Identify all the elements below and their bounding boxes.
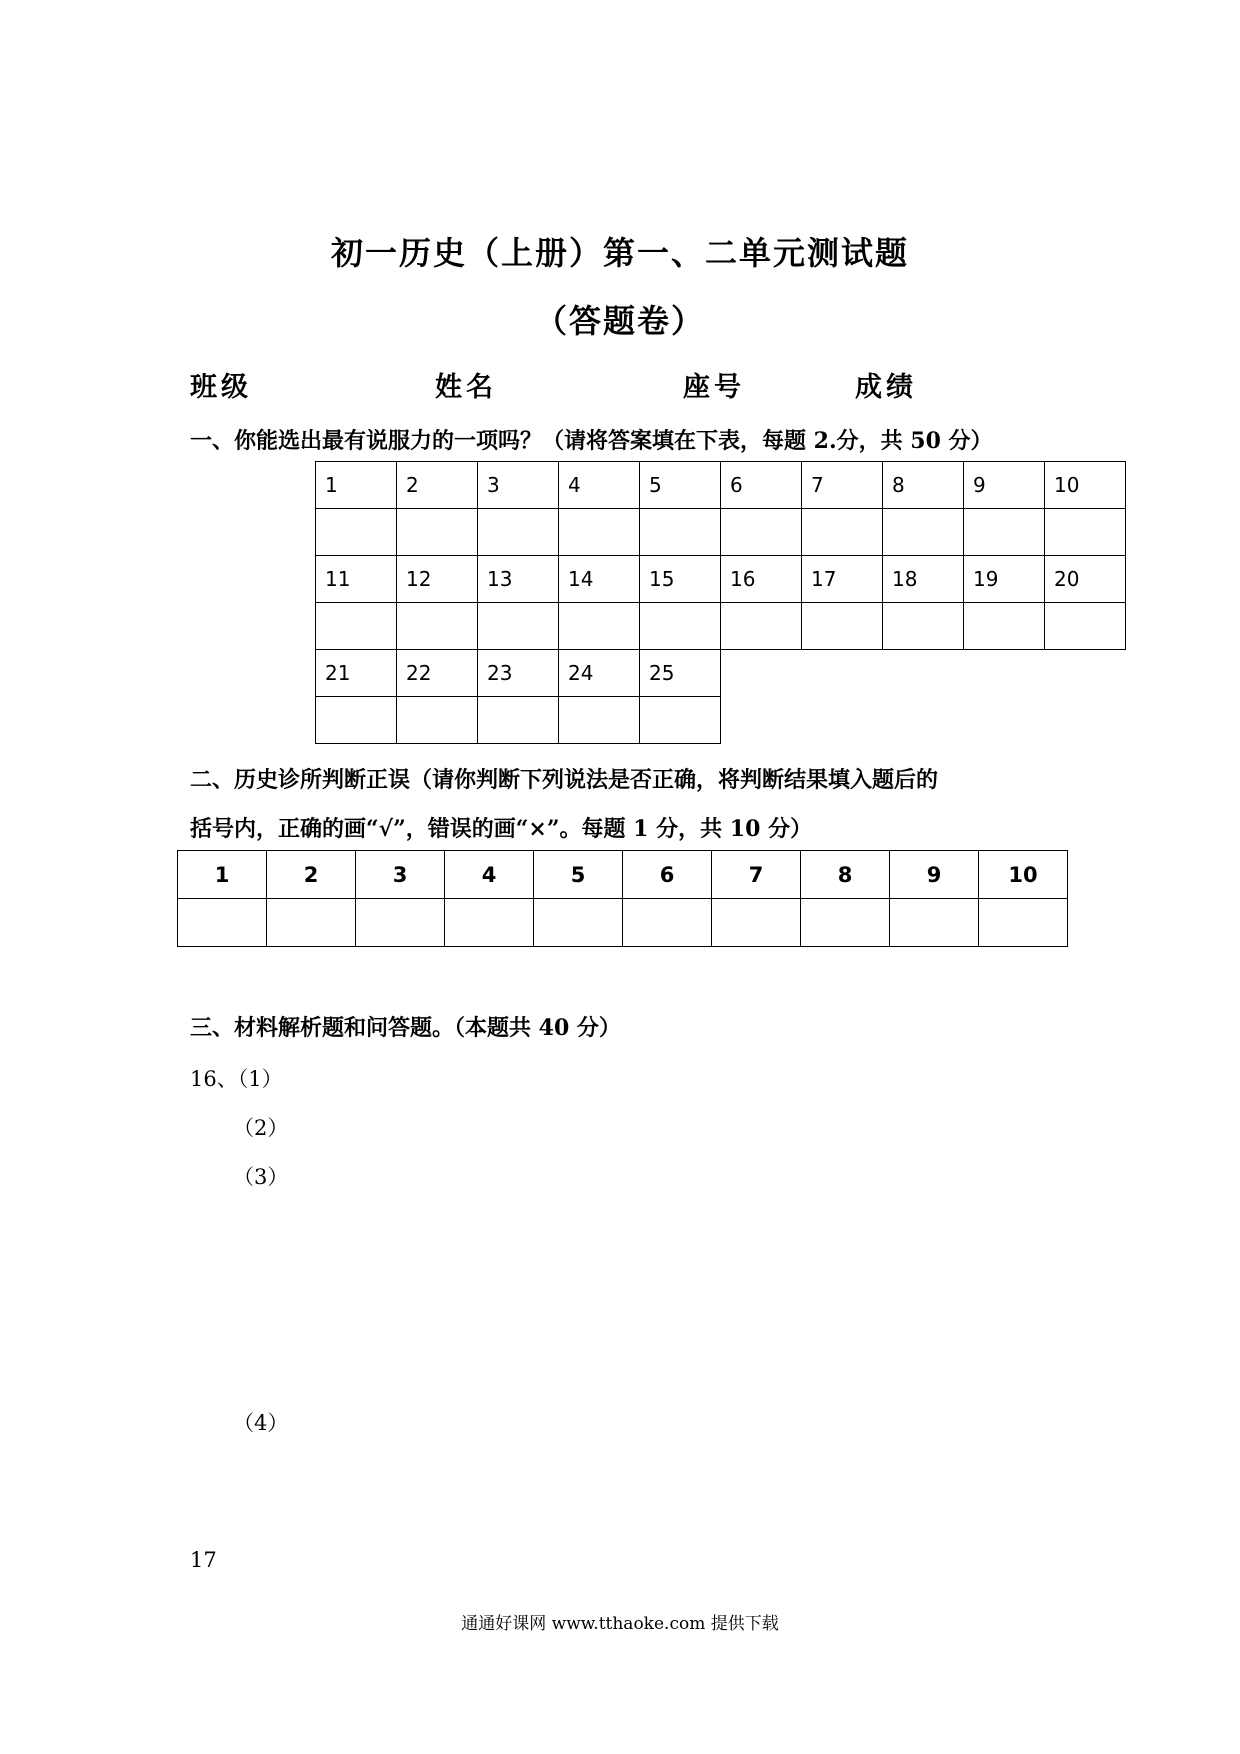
blank-space xyxy=(802,650,883,697)
mc-question-number: 2 xyxy=(397,462,478,509)
mc-question-number: 10 xyxy=(1045,462,1126,509)
mc-question-number: 20 xyxy=(1045,556,1126,603)
page-subtitle: （答题卷） xyxy=(534,302,705,340)
mc-answer-cell[interactable] xyxy=(559,697,640,744)
mc-answer-cell[interactable] xyxy=(397,603,478,650)
mc-answer-row xyxy=(316,603,1126,650)
tf-question-number: 9 xyxy=(890,851,979,899)
section1-heading: 一、你能选出最有说服力的一项吗？（请将答案填在下表，每题 2.分，共 50 分） xyxy=(190,428,993,454)
tf-answer-cell[interactable] xyxy=(534,899,623,947)
mc-answer-cell[interactable] xyxy=(883,603,964,650)
mc-question-number: 13 xyxy=(478,556,559,603)
mc-question-number: 9 xyxy=(964,462,1045,509)
mc-question-number: 4 xyxy=(559,462,640,509)
mc-question-number: 17 xyxy=(802,556,883,603)
mc-answer-cell[interactable] xyxy=(559,509,640,556)
page-title: 初一历史（上册）第一、二单元测试题 xyxy=(330,234,909,272)
tf-answer-row xyxy=(178,899,1068,947)
mc-question-number: 11 xyxy=(316,556,397,603)
question-16-part-2-label: （2） xyxy=(233,1116,289,1140)
mc-question-number: 19 xyxy=(964,556,1045,603)
mc-answer-cell[interactable] xyxy=(964,509,1045,556)
field-class-label: 班级 xyxy=(190,372,252,403)
blank-space xyxy=(883,697,964,744)
mc-question-number: 5 xyxy=(640,462,721,509)
mc-question-number: 14 xyxy=(559,556,640,603)
mc-question-number: 24 xyxy=(559,650,640,697)
tf-question-number: 10 xyxy=(979,851,1068,899)
tf-question-number: 1 xyxy=(178,851,267,899)
mc-answer-cell[interactable] xyxy=(640,697,721,744)
mc-answer-cell[interactable] xyxy=(964,603,1045,650)
tf-question-number: 6 xyxy=(623,851,712,899)
mc-answer-cell[interactable] xyxy=(883,509,964,556)
section2-heading-line1: 二、历史诊所判断正误（请你判断下列说法是否正确，将判断结果填入题后的 xyxy=(190,767,939,793)
mc-answer-cell[interactable] xyxy=(721,509,802,556)
mc-answer-cell[interactable] xyxy=(640,509,721,556)
tf-question-number: 5 xyxy=(534,851,623,899)
mc-question-number: 22 xyxy=(397,650,478,697)
mc-answer-cell[interactable] xyxy=(478,509,559,556)
mc-answer-row xyxy=(316,509,1126,556)
tf-answer-cell[interactable] xyxy=(801,899,890,947)
true-false-answer-table xyxy=(177,850,1068,947)
tf-answer-cell[interactable] xyxy=(623,899,712,947)
mc-answer-cell[interactable] xyxy=(559,603,640,650)
tf-question-number: 3 xyxy=(356,851,445,899)
blank-space xyxy=(964,650,1045,697)
mc-answer-cell[interactable] xyxy=(721,603,802,650)
tf-answer-cell[interactable] xyxy=(445,899,534,947)
section2-heading-line2: 括号内，正确的画“√”，错误的画“×”。每题 1 分，共 10 分） xyxy=(190,816,813,842)
mc-question-number: 15 xyxy=(640,556,721,603)
mc-answer-cell[interactable] xyxy=(802,509,883,556)
tf-question-number: 2 xyxy=(267,851,356,899)
tf-number-row xyxy=(178,851,1068,899)
tf-question-number: 8 xyxy=(801,851,890,899)
mc-question-number: 8 xyxy=(883,462,964,509)
tf-answer-cell[interactable] xyxy=(267,899,356,947)
mc-answer-cell[interactable] xyxy=(316,509,397,556)
mc-question-number: 21 xyxy=(316,650,397,697)
tf-question-number: 7 xyxy=(712,851,801,899)
blank-space xyxy=(964,697,1045,744)
mc-answer-cell[interactable] xyxy=(316,697,397,744)
mc-number-row xyxy=(316,556,1126,603)
field-seat-label: 座号 xyxy=(683,372,745,403)
tf-answer-cell[interactable] xyxy=(890,899,979,947)
blank-space xyxy=(883,650,964,697)
mc-answer-cell[interactable] xyxy=(640,603,721,650)
mc-question-number: 12 xyxy=(397,556,478,603)
footer-source-text: 通通好课网 www.tthaoke.com 提供下载 xyxy=(461,1614,779,1634)
field-score-label: 成绩 xyxy=(855,372,917,403)
section3-heading: 三、材料解析题和问答题。（本题共 40 分） xyxy=(190,1015,621,1041)
mc-answer-cell[interactable] xyxy=(397,509,478,556)
blank-space xyxy=(721,650,802,697)
mc-question-number: 3 xyxy=(478,462,559,509)
mc-answer-cell[interactable] xyxy=(802,603,883,650)
mc-answer-cell[interactable] xyxy=(478,697,559,744)
question-17-label: 17 xyxy=(190,1548,217,1572)
tf-question-number: 4 xyxy=(445,851,534,899)
mc-answer-cell[interactable] xyxy=(316,603,397,650)
mc-question-number: 23 xyxy=(478,650,559,697)
question-16-part-1-label: 16、（1） xyxy=(190,1067,283,1091)
tf-answer-cell[interactable] xyxy=(979,899,1068,947)
multiple-choice-answer-table xyxy=(315,461,1126,744)
question-16-part-4-label: （4） xyxy=(233,1411,289,1435)
mc-question-number: 7 xyxy=(802,462,883,509)
question-16-part-3-label: （3） xyxy=(233,1165,289,1189)
tf-answer-cell[interactable] xyxy=(356,899,445,947)
mc-question-number: 1 xyxy=(316,462,397,509)
mc-answer-cell[interactable] xyxy=(1045,603,1126,650)
mc-number-row xyxy=(316,462,1126,509)
mc-question-number: 16 xyxy=(721,556,802,603)
field-name-label: 姓名 xyxy=(435,372,497,403)
tf-answer-cell[interactable] xyxy=(712,899,801,947)
mc-answer-cell[interactable] xyxy=(1045,509,1126,556)
mc-question-number: 6 xyxy=(721,462,802,509)
mc-question-number: 25 xyxy=(640,650,721,697)
mc-answer-row xyxy=(316,697,1126,744)
mc-question-number: 18 xyxy=(883,556,964,603)
mc-answer-cell[interactable] xyxy=(478,603,559,650)
blank-space xyxy=(802,697,883,744)
tf-answer-cell[interactable] xyxy=(178,899,267,947)
mc-answer-cell[interactable] xyxy=(397,697,478,744)
mc-number-row xyxy=(316,650,1126,697)
blank-space xyxy=(1045,697,1126,744)
blank-space xyxy=(721,697,802,744)
blank-space xyxy=(1045,650,1126,697)
